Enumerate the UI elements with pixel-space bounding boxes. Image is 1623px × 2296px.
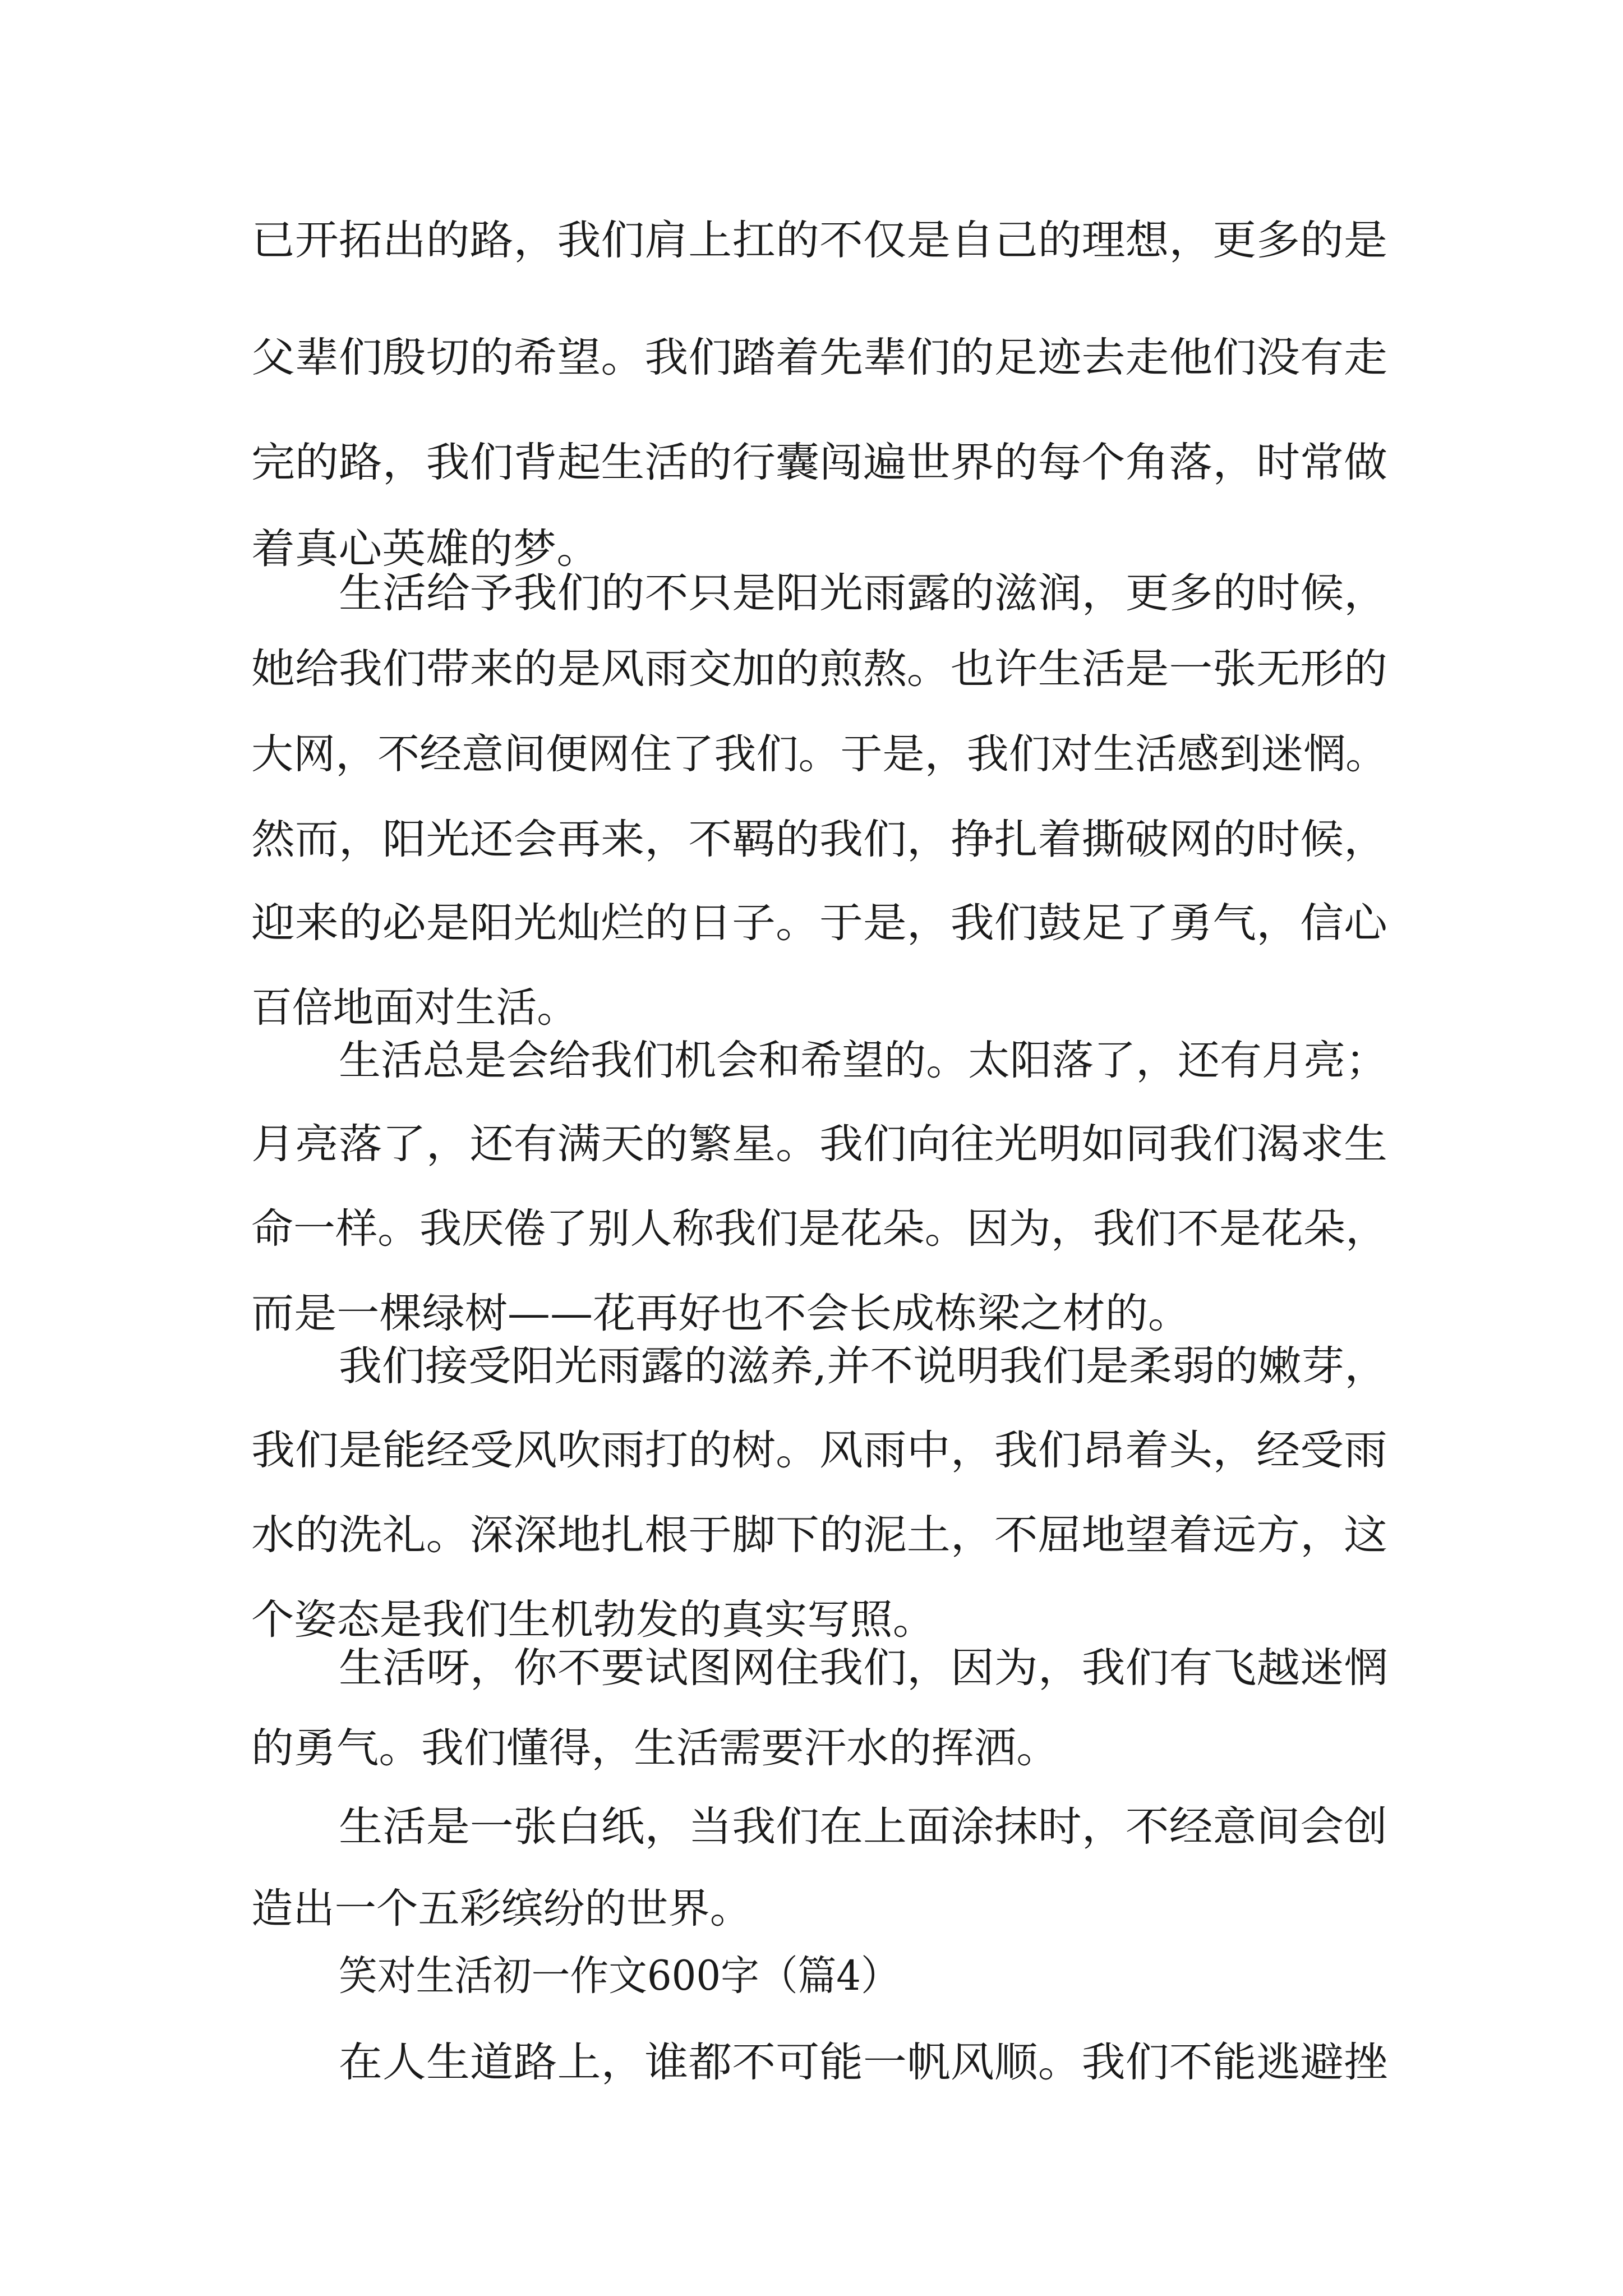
text-line: 我们是能经受风吹雨打的树。风雨中，我们昂着头，经受雨 [251,1427,1387,1474]
text-line: 然而，阳光还会再来，不羁的我们，挣扎着撕破网的时候， [251,816,1387,863]
text-line: 大网，不经意间便网住了我们。于是，我们对生活感到迷惘。 [251,730,1387,778]
text-line: 百倍地面对生活。 [251,984,578,1032]
text-line: 父辈们殷切的希望。我们踏着先辈们的足迹去走他们没有走 [251,334,1387,381]
text-line: 月亮落了，还有满天的繁星。我们向往光明如同我们渴求生 [251,1120,1387,1168]
text-line: 水的洗礼。深深地扎根于脚下的泥土，不屈地望着远方，这 [251,1511,1387,1559]
text-line: 生活呀，你不要试图网住我们，因为，我们有飞越迷惘 [339,1644,1388,1692]
text-line: 而是一棵绿树——花再好也不会长成栋梁之材的。 [251,1290,1191,1337]
text-line: 生活是一张白纸，当我们在上面涂抹时，不经意间会创 [339,1803,1388,1851]
section-heading: 笑对生活初一作文600字（篇4） [339,1952,900,2000]
text-line: 完的路，我们背起生活的行囊闯遍世界的每个角落，时常做 [251,439,1387,486]
text-line: 着真心英雄的梦。 [251,525,601,573]
text-line: 生活给予我们的不只是阳光雨露的滋润，更多的时候， [339,569,1388,617]
text-line: 个姿态是我们生机勃发的真实写照。 [251,1596,935,1644]
text-line: 在人生道路上，谁都不可能一帆风顺。我们不能逃避挫 [339,2039,1388,2086]
text-line: 生活总是会给我们机会和希望的。太阳落了，还有月亮； [339,1037,1388,1084]
text-line: 的勇气。我们懂得，生活需要汗水的挥洒。 [251,1724,1059,1772]
text-line: 命一样。我厌倦了别人称我们是花朵。因为，我们不是花朵， [251,1205,1387,1253]
text-line: 造出一个五彩缤纷的世界。 [251,1885,752,1932]
text-line: 我们接受阳光雨露的滋养,并不说明我们是柔弱的嫩芽， [339,1342,1388,1390]
text-line: 迎来的必是阳光灿烂的日子。于是，我们鼓足了勇气，信心 [251,899,1387,947]
text-line: 她给我们带来的是风雨交加的煎熬。也许生活是一张无形的 [251,645,1387,693]
text-line: 已开拓出的路，我们肩上扛的不仅是自己的理想，更多的是 [251,217,1387,264]
